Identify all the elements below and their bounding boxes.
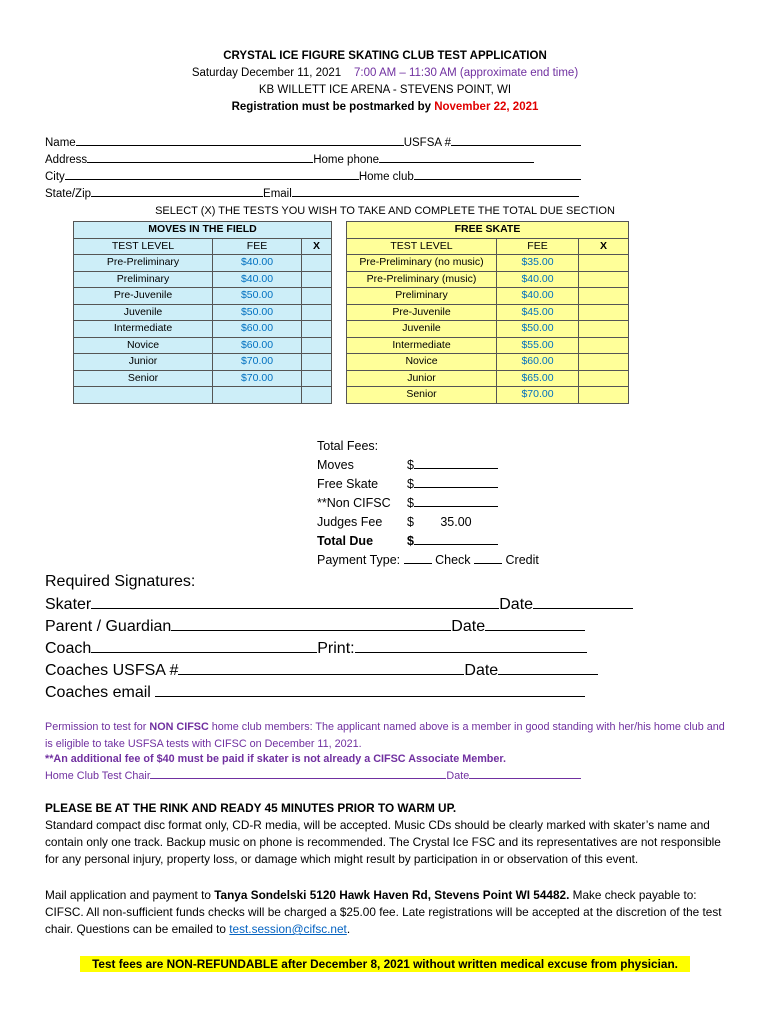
- non-cifsc-row: [317, 494, 498, 513]
- table-row: [347, 288, 629, 305]
- test-fee: $50.00: [497, 321, 579, 338]
- judges-fee-row: [317, 513, 498, 532]
- check-field[interactable]: [404, 551, 432, 564]
- free-total-field[interactable]: [414, 475, 498, 488]
- check-label: Check: [435, 553, 471, 567]
- email-field[interactable]: [292, 184, 579, 197]
- select-cell[interactable]: [302, 321, 332, 338]
- coach-email-row: [45, 681, 585, 704]
- name-label: Name: [45, 137, 76, 149]
- home-phone-label: Home phone: [313, 154, 380, 166]
- moves-total-field[interactable]: [414, 456, 498, 469]
- mailing-paragraph: [45, 887, 735, 938]
- deadline-date: November 22, 2021: [434, 101, 539, 113]
- test-fee: $50.00: [213, 288, 302, 305]
- coaches-date-field[interactable]: [498, 659, 598, 675]
- test-fee: $70.00: [213, 370, 302, 387]
- instructions-paragraph: Standard compact disc format only, CD-R media, will be accepted. Music CDs should be clearly marked with skater’s name and contain only one track. Backup music on phone is recommended. The Crystal Ice FSC and its representatives are not responsible for any personal injury, property loss, or damage which might result by participation in or observation of this event.: [45, 818, 721, 866]
- table-row: [74, 271, 332, 288]
- test-fee: $45.00: [497, 304, 579, 321]
- non-cifsc-label: **Non CIFSC: [317, 496, 391, 510]
- select-cell[interactable]: [302, 288, 332, 305]
- test-chair-date-field[interactable]: [469, 767, 581, 779]
- parent-label: Parent / Guardian: [45, 618, 172, 635]
- date-label: Date: [451, 618, 486, 635]
- select-instructions: SELECT (X) THE TESTS YOU WISH TO TAKE AND COMPLETE THE TOTAL DUE SECTION: [155, 205, 615, 217]
- table-row: [74, 387, 332, 404]
- coach-usfsa-row: [45, 659, 598, 682]
- event-date-line: [0, 65, 770, 81]
- select-cell[interactable]: [302, 271, 332, 288]
- select-cell[interactable]: [302, 255, 332, 272]
- test-fee: $50.00: [213, 304, 302, 321]
- select-cell[interactable]: [302, 337, 332, 354]
- select-cell[interactable]: [579, 255, 629, 272]
- test-level: Pre-Preliminary (music): [347, 271, 497, 288]
- moves-table: [73, 221, 332, 404]
- test-chair-label: Home Club Test Chair: [45, 770, 151, 782]
- table-row: [347, 354, 629, 371]
- parent-date-field[interactable]: [485, 615, 585, 631]
- test-level: Novice: [74, 337, 213, 354]
- table-row: [74, 255, 332, 272]
- dollar-sign: $: [407, 477, 414, 491]
- non-cifsc-field[interactable]: [414, 494, 498, 507]
- table-row: [74, 288, 332, 305]
- coaches-usfsa-label: Coaches USFSA #: [45, 662, 179, 679]
- test-fee: $40.00: [497, 288, 579, 305]
- select-cell[interactable]: [302, 304, 332, 321]
- permission-intro: Permission to test for: [45, 721, 150, 733]
- test-fee: $70.00: [213, 354, 302, 371]
- state-zip-field[interactable]: [91, 184, 263, 197]
- email-link[interactable]: test.session@cifsc.net: [229, 922, 347, 936]
- test-fee: $55.00: [497, 337, 579, 354]
- test-level: Senior: [347, 387, 497, 404]
- permission-text: [45, 719, 735, 752]
- test-chair-row: [45, 767, 735, 785]
- permission-body: home club members: The applicant named above is a member in good standing with her/his home club and is eligible to take USFSA tests with CIFSC on December 11, 2021.: [45, 721, 725, 750]
- date-label: Date: [499, 596, 534, 613]
- state-row: [45, 184, 579, 202]
- home-phone-field[interactable]: [379, 150, 534, 163]
- refund-warning: Test fees are NON-REFUNDABLE after December 8, 2021 without written medical excuse from physician.: [80, 956, 690, 972]
- parent-signature-row: [45, 615, 585, 638]
- skater-signature-row: [45, 593, 633, 616]
- coach-signature-row: [45, 637, 587, 660]
- coach-signature-field[interactable]: [91, 637, 317, 653]
- address-label: Address: [45, 154, 88, 166]
- test-fee: $60.00: [213, 321, 302, 338]
- coaches-email-field[interactable]: [155, 681, 585, 697]
- select-cell[interactable]: [579, 271, 629, 288]
- test-fee: $40.00: [213, 255, 302, 272]
- select-cell[interactable]: [579, 288, 629, 305]
- select-cell[interactable]: [579, 387, 629, 404]
- select-cell[interactable]: [579, 354, 629, 371]
- test-level: Pre-Juvenile: [74, 288, 213, 305]
- test-fee: $60.00: [213, 337, 302, 354]
- test-chair-field[interactable]: [150, 767, 446, 779]
- state-zip-label: State/Zip: [45, 188, 92, 200]
- free-total-label: Free Skate: [317, 477, 379, 491]
- table-row: [347, 321, 629, 338]
- registration-deadline: [0, 99, 770, 115]
- table-row: [347, 304, 629, 321]
- payment-type-row: [317, 551, 539, 570]
- select-cell[interactable]: [302, 354, 332, 371]
- test-fee: $40.00: [213, 271, 302, 288]
- mail-address: Tanya Sondelski 5120 Hawk Haven Rd, Stevens Point WI 54482.: [214, 888, 570, 902]
- moves-col-level: TEST LEVEL: [74, 238, 213, 255]
- name-field[interactable]: [76, 133, 404, 146]
- home-club-field[interactable]: [414, 167, 581, 180]
- home-club-label: Home club: [358, 171, 414, 183]
- select-cell[interactable]: [579, 304, 629, 321]
- free-col-level: TEST LEVEL: [347, 238, 497, 255]
- deadline-prefix: Registration must be postmarked by: [231, 101, 431, 113]
- moves-title: MOVES IN THE FIELD: [74, 222, 332, 239]
- table-row: [74, 354, 332, 371]
- test-level: Junior: [347, 370, 497, 387]
- coaches-usfsa-field[interactable]: [178, 659, 464, 675]
- total-due-field[interactable]: [414, 532, 498, 545]
- test-level: Juvenile: [74, 304, 213, 321]
- test-level: Preliminary: [74, 271, 213, 288]
- select-cell[interactable]: [302, 370, 332, 387]
- print-label: Print:: [317, 640, 355, 657]
- empty-cell: [74, 387, 213, 404]
- credit-label: Credit: [505, 553, 539, 567]
- free-col-x: X: [579, 238, 629, 255]
- moves-col-x: X: [302, 238, 332, 255]
- test-level: Pre-Preliminary (no music): [347, 255, 497, 272]
- judges-fee-amount: 35.00: [440, 515, 472, 529]
- test-fee: $60.00: [497, 354, 579, 371]
- table-row: [347, 387, 629, 404]
- free-skate-table: [346, 221, 629, 404]
- mail-end: .: [346, 922, 351, 936]
- skater-date-field[interactable]: [533, 593, 633, 609]
- email-label: Email: [263, 188, 292, 200]
- select-cell[interactable]: [579, 321, 629, 338]
- judges-fee-label: Judges Fee: [317, 515, 383, 529]
- test-level: Novice: [347, 354, 497, 371]
- total-due-row: [317, 532, 498, 551]
- moves-total-row: [317, 456, 498, 475]
- test-level: Senior: [74, 370, 213, 387]
- credit-field[interactable]: [474, 551, 502, 564]
- dollar-sign: $: [407, 458, 414, 472]
- city-label: City: [45, 171, 65, 183]
- test-level: Intermediate: [74, 321, 213, 338]
- test-fee: $65.00: [497, 370, 579, 387]
- associate-fee-note: **An additional fee of $40 must be paid if skater is not already a CIFSC Associate Member.: [45, 753, 507, 765]
- total-due-label: Total Due: [317, 534, 374, 548]
- table-row: [347, 370, 629, 387]
- usfsa-label: USFSA #: [403, 137, 451, 149]
- moves-total-label: Moves: [317, 458, 354, 472]
- select-cell[interactable]: [579, 370, 629, 387]
- free-total-row: [317, 475, 498, 494]
- event-time: 7:00 AM – 11:30 AM (approximate end time): [354, 67, 579, 79]
- table-row: [74, 370, 332, 387]
- table-row: [74, 337, 332, 354]
- instructions-heading: PLEASE BE AT THE RINK AND READY 45 MINUTES PRIOR TO WARM UP.: [45, 801, 457, 815]
- parent-signature-field[interactable]: [171, 615, 451, 631]
- table-row: [347, 255, 629, 272]
- address-field[interactable]: [87, 150, 313, 163]
- table-row: [74, 304, 332, 321]
- test-level: Intermediate: [347, 337, 497, 354]
- non-cifsc-emphasis: NON CIFSC: [149, 721, 209, 733]
- payment-type-label: Payment Type:: [317, 553, 401, 567]
- coaches-email-label: Coaches email: [45, 684, 151, 701]
- test-level: Pre-Juvenile: [347, 304, 497, 321]
- date-label: Date: [464, 662, 499, 679]
- form-title: CRYSTAL ICE FIGURE SKATING CLUB TEST APPLICATION: [223, 50, 547, 62]
- dollar-sign: $: [407, 515, 414, 529]
- select-cell[interactable]: [579, 337, 629, 354]
- city-row: [45, 167, 581, 185]
- coach-label: Coach: [45, 640, 92, 657]
- free-skate-title: FREE SKATE: [347, 222, 629, 239]
- mail-intro: Mail application and payment to: [45, 888, 215, 902]
- test-fee: $35.00: [497, 255, 579, 272]
- skater-signature-field[interactable]: [91, 593, 499, 609]
- table-row: [347, 337, 629, 354]
- table-row: [347, 271, 629, 288]
- test-level: Juvenile: [347, 321, 497, 338]
- table-row: [74, 321, 332, 338]
- test-fee: $70.00: [497, 387, 579, 404]
- city-field[interactable]: [65, 167, 359, 180]
- mail-body: Make check payable to: CIFSC. All non-sufficient funds checks will be charged a $25.00 fee. Late registrations will be accepted at the discretion of the test chair. Questions can be emailed to: [45, 888, 722, 936]
- signatures-title: Required Signatures:: [45, 573, 196, 590]
- test-level: Junior: [74, 354, 213, 371]
- total-fees-title: Total Fees:: [317, 439, 379, 453]
- name-row: [45, 133, 581, 151]
- select-cell[interactable]: [302, 387, 332, 404]
- dollar-sign: $: [407, 534, 414, 548]
- skater-label: Skater: [45, 596, 92, 613]
- empty-cell: [213, 387, 302, 404]
- event-date: Saturday December 11, 2021: [191, 67, 342, 79]
- coach-print-field[interactable]: [355, 637, 587, 653]
- dollar-sign: $: [407, 496, 414, 510]
- test-level: Preliminary: [347, 288, 497, 305]
- moves-col-fee: FEE: [213, 238, 302, 255]
- event-venue: KB WILLETT ICE ARENA - STEVENS POINT, WI: [258, 84, 512, 96]
- test-level: Pre-Preliminary: [74, 255, 213, 272]
- usfsa-field[interactable]: [451, 133, 581, 146]
- date-label: Date: [446, 770, 470, 782]
- address-row: [45, 150, 534, 168]
- free-col-fee: FEE: [497, 238, 579, 255]
- test-fee: $40.00: [497, 271, 579, 288]
